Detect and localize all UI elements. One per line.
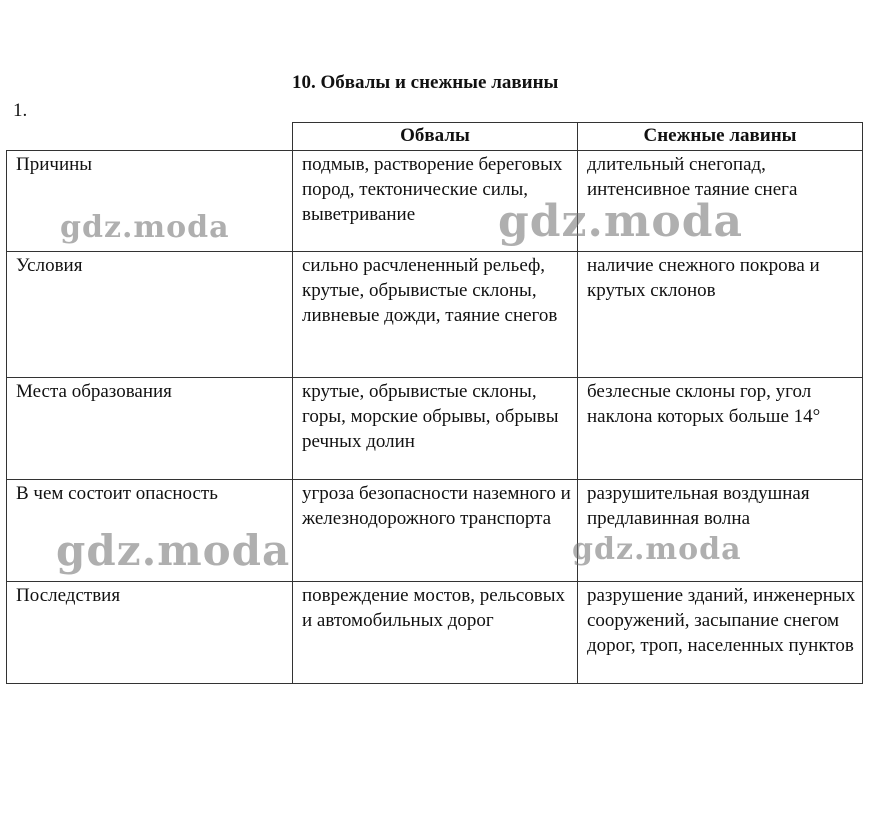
landslides-cell: подмыв, растворение береговых пород, тектонические силы, выветривание [293,150,578,251]
landslides-cell: сильно расчлененный рельеф, крутые, обрывистые склоны, ливневые дожди, таяние снегов [293,251,578,377]
table-row [7,377,863,479]
comparison-table [6,122,863,684]
landslides-cell: угроза безопасности наземного и железнодорожного транспорта [293,479,578,581]
header-avalanches: Снежные лавины [578,123,863,151]
table-header-row [7,123,863,151]
avalanches-cell: длительный снегопад, интенсивное таяние снега [578,150,863,251]
watermark-logo: gdz.moda [572,532,742,567]
table-row [7,150,863,251]
task-number: 1. [13,100,28,121]
avalanches-cell: безлесные склоны гор, угол наклона которых больше 14° [578,377,863,479]
watermark-logo: gdz.moda [56,526,291,575]
watermark-logo: gdz.moda [498,196,744,247]
landslides-cell: крутые, обрывистые склоны, горы, морские обрывы, обрывы речных долин [293,377,578,479]
table-row [7,479,863,581]
avalanches-cell: разрушительная воздушная предлавинная волна [578,479,863,581]
table-row [7,251,863,377]
page-title: 10. Обвалы и снежные лавины [292,72,559,93]
watermark-logo: gdz.moda [60,210,230,245]
table-row [7,581,863,683]
header-landslides: Обвалы [293,123,578,151]
row-label: Условия [7,251,293,377]
row-label: В чем состоит опасность [7,479,293,581]
avalanches-cell: наличие снежного покрова и крутых склонов [578,251,863,377]
landslides-cell: повреждение мостов, рельсовых и автомобильных дорог [293,581,578,683]
avalanches-cell: разрушение зданий, инженерных сооружений, засыпание снегом дорог, троп, населенных пунктов [578,581,863,683]
row-label: Причины [7,150,293,251]
header-corner-cell [7,123,293,151]
row-label: Места образования [7,377,293,479]
row-label: Последствия [7,581,293,683]
